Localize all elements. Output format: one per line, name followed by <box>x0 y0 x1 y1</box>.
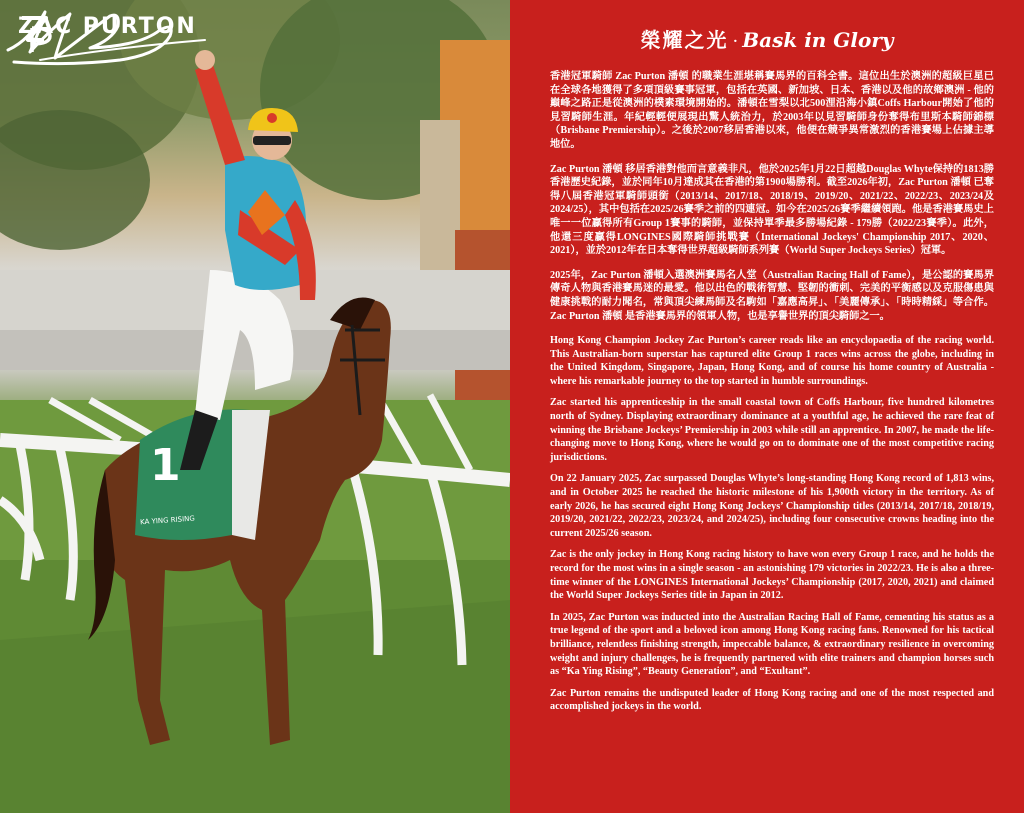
page-heading <box>510 24 1024 53</box>
biography-text <box>550 70 994 722</box>
paragraph-en: In 2025, Zac Purton was inducted into the Australian Racing Hall of Fame, cementing his status as a true legend of the sport and a beloved icon among Hong Kong racing fans. Renowned for his tactical brilliance, relentless finishing strength, impeccable balance, & extraordinary resilience in overcoming weight and injury challenges, he is frequently partnered with elite trainers and champion horses such as “Ka Ying Rising”, “Beauty Generation”, and “Exultant”. <box>550 611 994 678</box>
paragraph-en: On 22 January 2025, Zac surpassed Douglas Whyte’s long-standing Hong Kong record of 1,813 wins, and in October 2025 he reached the historic milestone of his 1,900th victory in the territory. As of early 2026, he has secured eight Hong Kong Jockeys’ Championship titles (2013/14, 2017/18, 2018/19, 2019/20, 2021/22, 2022/23, 2023/24, and 2024/25), including four consecutive crowns heading into the current 2025/26 season. <box>550 473 994 539</box>
heading-chinese: 榮耀之光 <box>640 28 729 52</box>
handwritten-signature-icon <box>0 0 210 70</box>
jockey-photo <box>0 0 510 813</box>
paragraph-en: Zac Purton remains the undisputed leader of Hong Kong racing and one of the most respected and accomplished jockeys in the world. <box>550 687 994 713</box>
paragraph-cn: 香港冠軍騎師 Zac Purton 潘頓 的職業生涯堪稱賽馬界的百科全書。這位出生於澳洲的超級巨星已在全球各地獲得了多項頂級賽事冠軍，包括在英國、新加坡、日本、香港以及他的故鄉澳洲 - 他的巔峰之路正是從澳洲的樸素環境開始的。潘頓在雪梨以北500浬沿海小鎮Coffs Harbour開始了他的見習騎師生涯。年紀輕輕便展現出驚人統治力，於2003年以見習騎師身份奪得布里斯本騎師錦標（Brisbane Premiership）。之後於2007移居香港以來，他便在競爭異常激烈的香港賽場上佔據主導地位。 <box>550 71 994 150</box>
paragraph-cn: Zac Purton 潘頓 移居香港對他而言意義非凡，他於2025年1月22日超越Douglas Whyte保持的1813勝香港歷史紀錄，並於同年10月達成其在香港的第1900場勝利。截至2026年初，Zac Purton 潘頓 已奪得八屆香港冠軍騎師頭銜（2013/14、2017/18、2018/19、2019/20、2021/22、2022/23、2023/24及2024/25），其中包括在2025/26賽季之前的四連冠。如今在2025/26賽季繼續領跑。他是香港賽馬史上唯一一位贏得所有Group 1賽事的騎師，並保持單季最多勝場紀錄 - 179勝（2022/23賽季）。此外，他還三度贏得LONGINES國際騎師挑戰賽（International Jockeys' Championship 2017、2020、2021），並於2012年在日本奪得世界超級騎師系列賽（World Super Jockeys Series）冠軍。 <box>550 163 994 257</box>
heading-separator: · <box>732 31 739 52</box>
heading-english: Bask in Glory <box>742 28 894 52</box>
paragraph-en: Hong Kong Champion Jockey Zac Purton’s career reads like an encyclopaedia of the racing world. This Australian-born superstar has captured elite Group 1 races wins across the globe, including in the United Kingdom, Singapore, Japan, Hong Kong, and of course his home country of Australia - where his remarkable journey to the top started in humble surroundings. <box>550 335 994 387</box>
saddle-cloth-text: KA YING RISING <box>139 514 196 527</box>
photo-illustration <box>0 0 510 813</box>
saddle-cloth-number: 1 <box>150 440 181 491</box>
paragraph-en: Zac is the only jockey in Hong Kong racing history to have won every Group 1 race, and he holds the record for the most wins in a single season - an astonishing 179 victories in 2022/23. He is also a three-time winner of the LONGINES International Jockeys’ Championship (2017, 2020, 2021) and claimed the World Super Jockeys Series title in Japan in 2012. <box>550 549 994 602</box>
brand-name: ZAC PURTON <box>18 14 197 39</box>
paragraph-cn: 2025年，Zac Purton 潘頓入選澳洲賽馬名人堂（Australian Racing Hall of Fame），是公認的賽馬界傳奇人物與香港賽馬迷的最愛。他以出色的戰術智慧、堅韌的衝刺、完美的平衡感以及克服傷患與健康挑戰的耐力聞名，常與頂尖練馬師及名駒如「嘉應高昇」、「美麗傳承」、「時時精綵」等合作。Zac Purton 潘頓 是香港賽馬界的領軍人物，也是享譽世界的頂尖騎師之一。 <box>550 269 994 322</box>
biography-panel <box>510 0 1024 813</box>
paragraph-en: Zac started his apprenticeship in the small coastal town of Coffs Harbour, five hundred kilometres north of Sydney. Displaying extraordinary dominance at a youthful age, he achieved the rare feat of winning the Brisbane Jockeys’ Premiership in 2003 while still an apprentice. In 2007, he made the life-changing move to Hong Kong, where he would go on to dominate one of the most competitive racing jurisdictions. <box>550 397 994 463</box>
